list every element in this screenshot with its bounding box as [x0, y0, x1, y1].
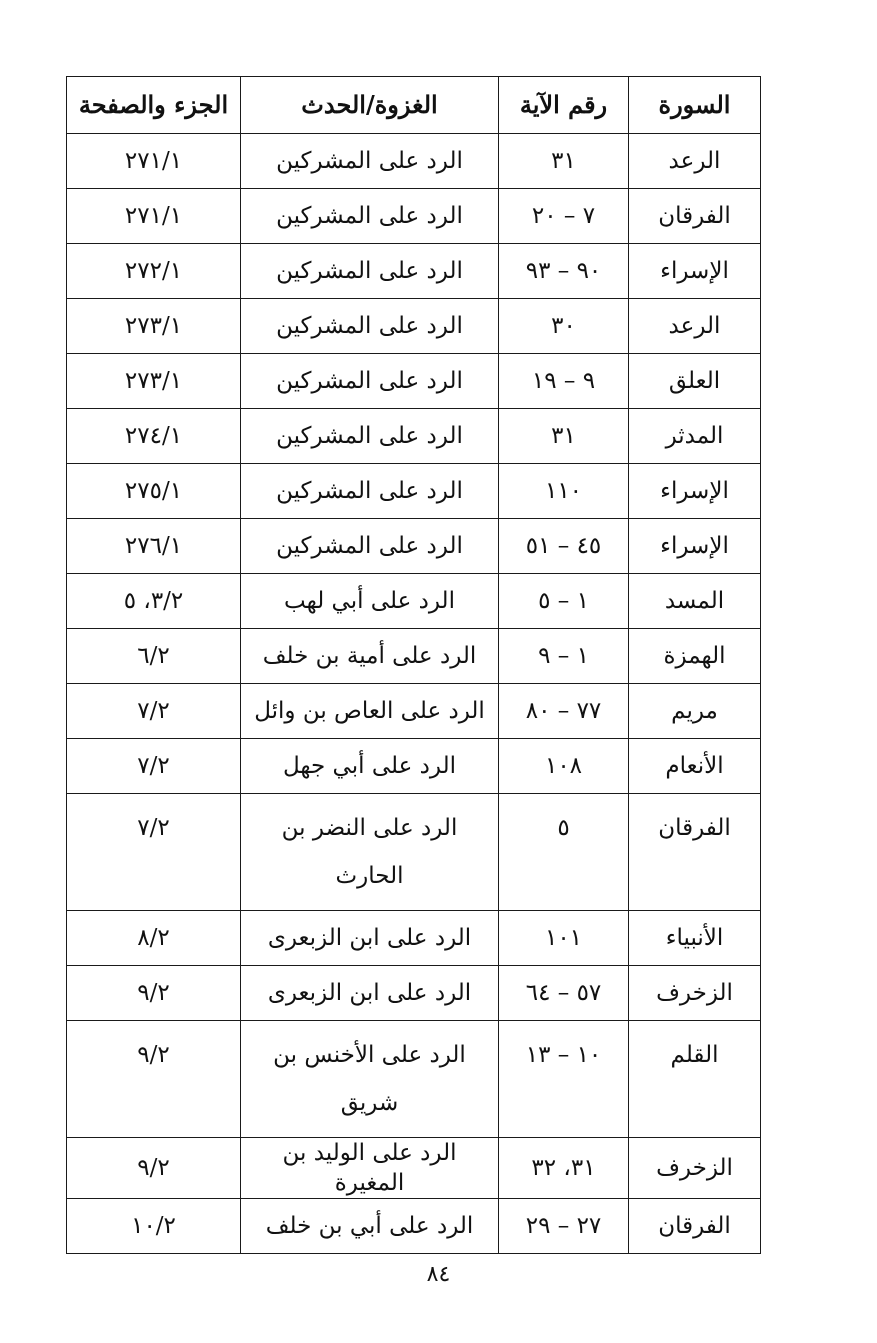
cell-event: الرد على المشركين: [241, 244, 499, 299]
table-row: [67, 1021, 761, 1138]
cell-event: الرد على المشركين: [241, 354, 499, 409]
cell-surah: الفرقان: [629, 794, 761, 911]
cell-ayah: ١٠ – ١٣: [499, 1021, 629, 1138]
cell-ayah: ٢٧ – ٢٩: [499, 1199, 629, 1254]
cell-page: ٢٧٤/١: [67, 409, 241, 464]
cell-event: الرد على المشركين: [241, 519, 499, 574]
table-row: [67, 966, 761, 1021]
cell-ayah: ١ – ٥: [499, 574, 629, 629]
cell-page: ١٠/٢: [67, 1199, 241, 1254]
cell-page: ٩/٢: [67, 966, 241, 1021]
cell-ayah: ٣١: [499, 134, 629, 189]
cell-surah: الزخرف: [629, 966, 761, 1021]
header-page: الجزء والصفحة: [67, 77, 241, 134]
cell-event: الرد على ابن الزبعرى: [241, 966, 499, 1021]
header-ayah: رقم الآية: [499, 77, 629, 134]
cell-surah: القلم: [629, 1021, 761, 1138]
cell-event: الرد على أبي لهب: [241, 574, 499, 629]
table-row: [67, 684, 761, 739]
cell-surah: الرعد: [629, 299, 761, 354]
page-number: ٨٤: [426, 1262, 451, 1287]
cell-ayah: ١ – ٩: [499, 629, 629, 684]
table-row: [67, 519, 761, 574]
cell-ayah: ٧٧ – ٨٠: [499, 684, 629, 739]
table-row: [67, 1138, 761, 1199]
table-row: [67, 739, 761, 794]
cell-page: ٨/٢: [67, 911, 241, 966]
cell-surah: الإسراء: [629, 519, 761, 574]
cell-surah: الزخرف: [629, 1138, 761, 1199]
cell-ayah: ١١٠: [499, 464, 629, 519]
cell-ayah: ٩ – ١٩: [499, 354, 629, 409]
cell-event: الرد على العاص بن وائل: [241, 684, 499, 739]
cell-surah: الفرقان: [629, 189, 761, 244]
cell-page: ٧/٢: [67, 794, 241, 911]
cell-ayah: ٣١، ٣٢: [499, 1138, 629, 1199]
table-row: [67, 189, 761, 244]
table-row: [67, 464, 761, 519]
cell-ayah: ٣١: [499, 409, 629, 464]
cell-event-line-2: الحارث: [335, 863, 404, 889]
cell-page: ٣/٢، ٥: [67, 574, 241, 629]
cell-surah: الأنعام: [629, 739, 761, 794]
cell-page: ٢٧٦/١: [67, 519, 241, 574]
table-row: [67, 354, 761, 409]
cell-event: الرد على المشركين: [241, 189, 499, 244]
table-row: [67, 574, 761, 629]
cell-surah: الفرقان: [629, 1199, 761, 1254]
cell-page: ٩/٢: [67, 1138, 241, 1199]
cell-ayah: ٥٧ – ٦٤: [499, 966, 629, 1021]
table-row: [67, 244, 761, 299]
table-row: [67, 299, 761, 354]
cell-surah: المسد: [629, 574, 761, 629]
cell-page: ٢٧٣/١: [67, 354, 241, 409]
cell-ayah: ١٠٨: [499, 739, 629, 794]
cell-surah: الهمزة: [629, 629, 761, 684]
cell-page: ٩/٢: [67, 1021, 241, 1138]
cell-event: [241, 794, 499, 911]
cell-event-line-1: الرد على الأخنس بن: [273, 1042, 466, 1068]
cell-surah: المدثر: [629, 409, 761, 464]
cell-event: الرد على أبي جهل: [241, 739, 499, 794]
table-row: [67, 911, 761, 966]
cell-page: ٢٧٢/١: [67, 244, 241, 299]
cell-ayah: ١٠١: [499, 911, 629, 966]
cell-event: الرد على المشركين: [241, 134, 499, 189]
cell-event: [241, 1021, 499, 1138]
cell-ayah: ٤٥ – ٥١: [499, 519, 629, 574]
cell-surah: الرعد: [629, 134, 761, 189]
cell-event-line-1: الرد على النضر بن: [281, 815, 458, 841]
cell-event: الرد على الوليد بن المغيرة: [241, 1138, 499, 1199]
cell-page: ٢٧٣/١: [67, 299, 241, 354]
cell-ayah: ٣٠: [499, 299, 629, 354]
cell-page: ٢٧١/١: [67, 189, 241, 244]
table-header-row: [67, 77, 761, 134]
cell-ayah: ٥: [499, 794, 629, 911]
table-row: [67, 134, 761, 189]
cell-event: الرد على المشركين: [241, 409, 499, 464]
table-row: [67, 629, 761, 684]
table-row: [67, 409, 761, 464]
table-row: [67, 1199, 761, 1254]
header-event: الغزوة/الحدث: [241, 77, 499, 134]
cell-event-line-2: شريق: [340, 1090, 399, 1116]
cell-page: ٧/٢: [67, 739, 241, 794]
table-row: [67, 794, 761, 911]
cell-page: ٢٧٥/١: [67, 464, 241, 519]
cell-page: ٧/٢: [67, 684, 241, 739]
cell-event: الرد على أمية بن خلف: [241, 629, 499, 684]
cell-event: الرد على أبي بن خلف: [241, 1199, 499, 1254]
cell-event: الرد على ابن الزبعرى: [241, 911, 499, 966]
header-surah: السورة: [629, 77, 761, 134]
cell-page: ٢٧١/١: [67, 134, 241, 189]
cell-surah: مريم: [629, 684, 761, 739]
cell-ayah: ٧ – ٢٠: [499, 189, 629, 244]
cell-surah: العلق: [629, 354, 761, 409]
cell-event: الرد على المشركين: [241, 299, 499, 354]
cell-ayah: ٩٠ – ٩٣: [499, 244, 629, 299]
cell-surah: الإسراء: [629, 464, 761, 519]
cell-event: الرد على المشركين: [241, 464, 499, 519]
cell-surah: الإسراء: [629, 244, 761, 299]
cell-page: ٦/٢: [67, 629, 241, 684]
verses-index-table: [66, 76, 761, 1254]
cell-surah: الأنبياء: [629, 911, 761, 966]
